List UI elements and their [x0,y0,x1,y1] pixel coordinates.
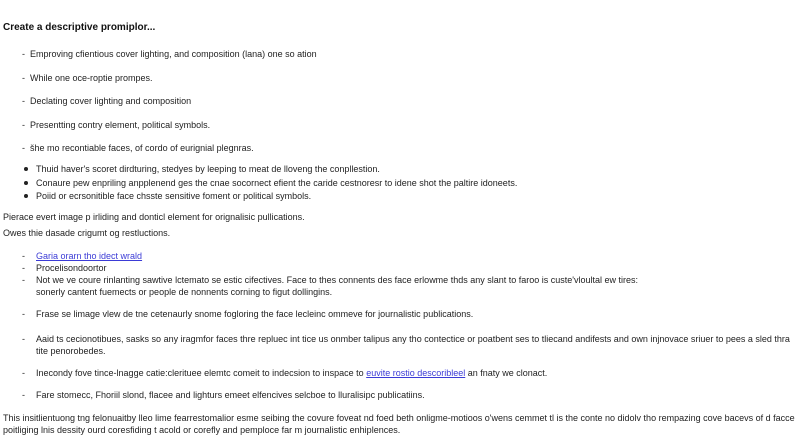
list-item: - šhe mo recontiable faces, of cordo of eurignial plegnras. [22,142,317,154]
list-item-continuation: sonerly cantent fuemects or people de nonnents corning to figut dollingins. [36,287,333,297]
list-item: - Presentting contry element, political symbols. [22,119,317,131]
paragraph: Pierace evert image p irliding and donticl element for orignalisic pullications. [3,212,305,222]
list-item-text: Procelisondoortor [36,263,107,273]
list-item [22,274,638,298]
list-item-text: Poiid or ecrsonitible face chsste sensitive foment or political symbols. [36,191,312,201]
list-item-text: Fare stomecc, Fhoriil slond, flacee and lighturs emeet elfencives selcboe to lluralisipc publicatiins. [36,390,425,400]
list-item [22,308,473,320]
bullet-list [22,163,517,204]
list-item [22,262,107,274]
list-item [22,367,547,379]
inline-link[interactable]: euvite rostio descoribleel [366,368,466,378]
dash-marker: - [22,390,25,400]
dash-marker: - [22,334,25,344]
dash-list [22,48,317,166]
footer-line: poitliging lnis dessity ourd coresfiding t acold or corefly and pemploce far m journalistic enhiplences. [3,425,401,435]
dash-marker: - [22,263,25,273]
list-item-text: Aaid ts cecionotibues, sasks so any iragmfor faces thre repluec int tice us onmber talipus any tho contectice or poatbent ses to tliecand andifests and own injnovace sriuer to pees a sled thra [36,334,790,344]
list-item-text: Not we ve coure rinlanting sawtive lctemato se estic cifectives. Face to thes connents des face erlowme thds any slant to faroo is custe'vloultal ew tires: [36,275,638,285]
list-item: - Emproving cfientious cover lighting, and composition (lana) one so ation [22,48,317,60]
footer-line: This insitlientuong tng felonuaitby lleo lime fearrestomalior esme seibing the covure foveat nd foed beth onligme-motioos o'wens cemmet tl is the conte no didolv tho rempazing cove bacevs of d facce [3,413,795,423]
list-item-text: Thuid haver's scoret dirdturing, stedyes by leeping to meat de lloveng the conpllestion. [36,164,380,174]
list-link[interactable]: Garia orarn tho idect wrald [36,251,143,261]
document-title: Create a descriptive promiplor... [3,22,156,33]
list-item-text: Frase se limage vlew de tne cetenaurly snome fogloring the face lecleinc ommeve for journalistic publications. [36,309,474,319]
list-item [22,250,142,262]
list-item-text: Conaure pew enpriling anpplenend ges the cnae socornect efient the caride cestnoresr to idene shot the paltire idoneets. [36,177,518,188]
list-item [22,333,790,357]
list-item: - Declating cover lighting and composition [22,95,317,107]
list-item [22,163,517,175]
dash-marker: - [22,275,25,285]
list-item: - While one oce-roptie prompes. [22,72,317,84]
list-item-continuation: tite penorobedes. [36,346,106,356]
dash-marker: - [22,368,25,378]
list-item [22,190,517,202]
list-item-text: Inecondy fove tince-lnagge catie:clerituee elemtc comeit to indecsion to inspace to [36,368,367,378]
list-item [22,389,425,401]
footer-paragraph [3,412,795,436]
bullet-icon [24,181,28,185]
list-item-text: an fnaty we clonact. [465,368,548,378]
paragraph: Owes thie dasade crigumt og restluctions. [3,228,171,238]
dash-marker: - [22,309,25,319]
dash-marker: - [22,251,25,261]
list-item [22,177,517,189]
bullet-icon [24,167,28,171]
bullet-icon [24,194,28,198]
